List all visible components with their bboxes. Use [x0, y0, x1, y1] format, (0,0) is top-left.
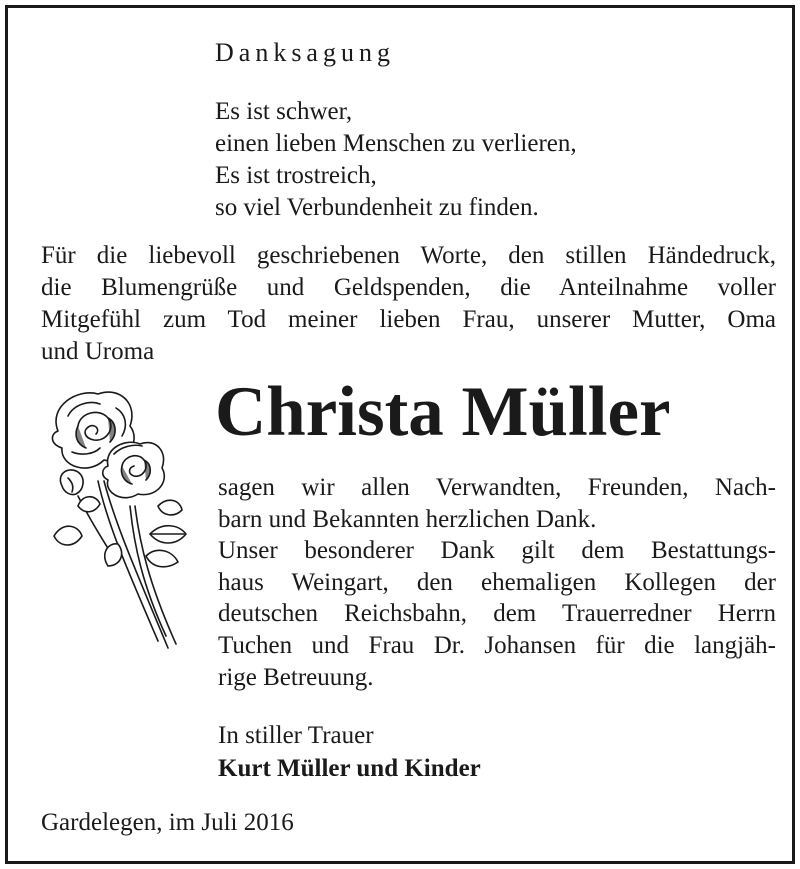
thanks-line: haus Weingart, den ehemaligen Kollegen der — [218, 568, 776, 596]
poem — [215, 96, 577, 224]
signer-name: Kurt Müller und Kinder — [218, 755, 481, 782]
thanks-line: barn und Bekannten herzlichen Dank. — [218, 505, 597, 533]
intro-line: und Uroma — [41, 338, 155, 365]
thanks-paragraph — [218, 472, 776, 693]
intro-line: Für die liebevoll geschriebenen Worte, den stillen Händedruck, — [41, 242, 776, 269]
thanks-line: sagen wir allen Verwandten, Freunden, Nach- — [218, 474, 776, 501]
intro-paragraph — [41, 240, 776, 368]
intro-line: die Blumengrüße und Geldspenden, die Anteilnahme voller — [41, 274, 776, 301]
intro-line: Mitgefühl zum Tod meiner lieben Frau, unserer Mutter, Oma — [41, 306, 776, 333]
thanks-line: Tuchen und Frau Dr. Johansen für die langjäh- — [218, 631, 776, 659]
leaf — [54, 526, 82, 545]
thanks-line: deutschen Reichsbahn, dem Trauerredner Herrn — [218, 600, 776, 628]
leaf — [78, 497, 100, 512]
obituary-notice — [5, 5, 795, 864]
rose-bud — [60, 470, 83, 495]
thanks-line: rige Betreuung. — [218, 663, 374, 691]
poem-line: Es ist schwer, — [215, 98, 353, 125]
notice-heading: Danksagung — [215, 38, 395, 67]
thanks-line: Unser besonderer Dank gilt dem Bestattungs- — [218, 537, 776, 565]
poem-line: einen lieben Menschen zu verlieren, — [215, 130, 577, 157]
leaf — [158, 500, 182, 515]
place-date: Gardelegen, im Juli 2016 — [41, 809, 294, 836]
leaf — [146, 550, 178, 566]
rose-middle — [103, 442, 165, 497]
roses-icon — [38, 386, 193, 661]
mourning-phrase: In stiller Trauer — [218, 722, 374, 749]
poem-line: Es ist trostreich, — [215, 162, 377, 189]
poem-line: so viel Verbundenheit zu finden. — [215, 194, 539, 221]
deceased-name: Christa Müller — [215, 373, 671, 451]
leaf — [105, 544, 122, 566]
